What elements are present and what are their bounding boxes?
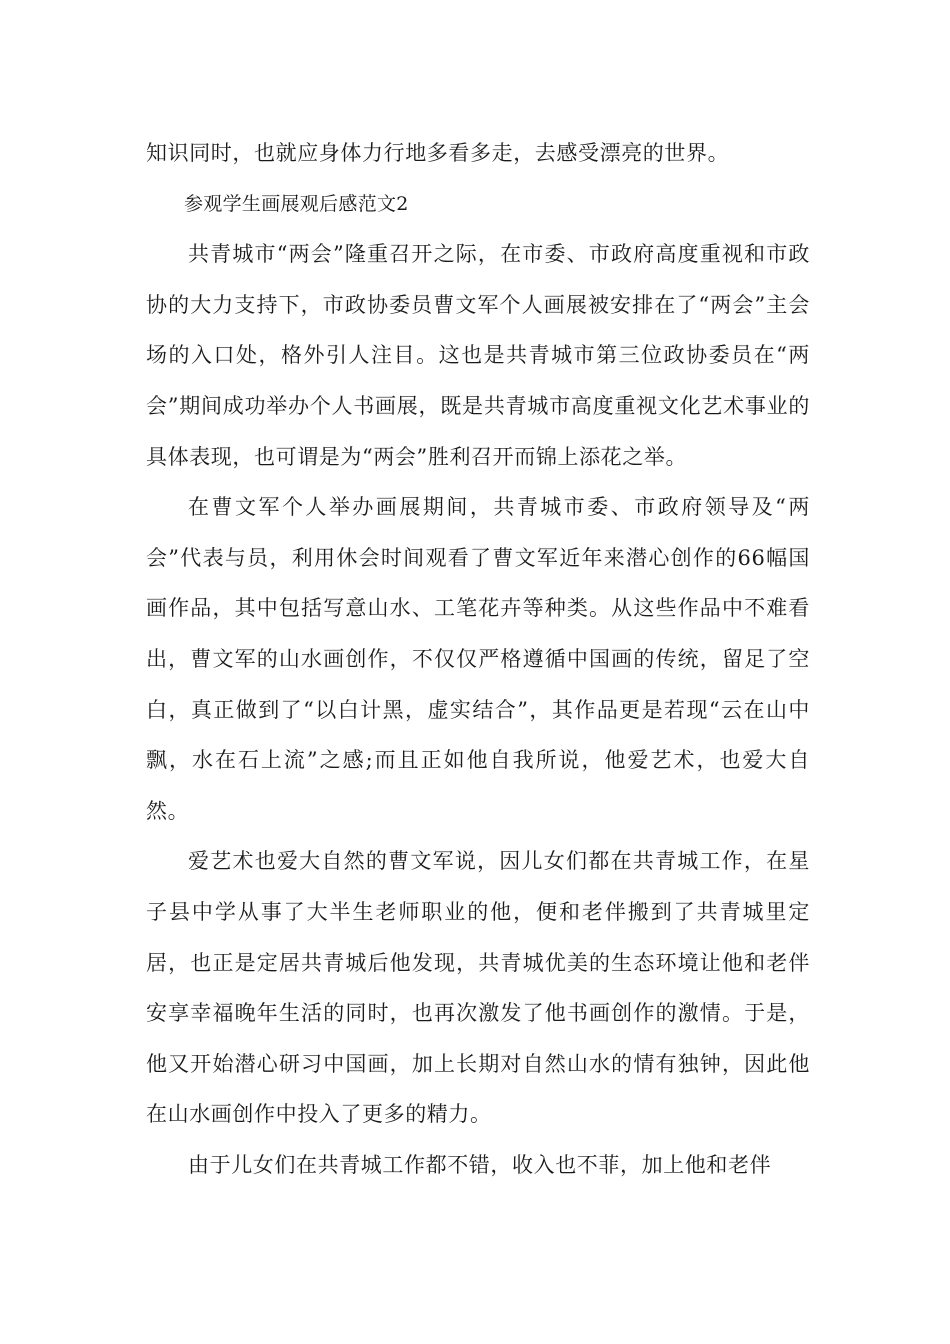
paragraph: 爱艺术也爱大自然的曹文军说，因儿女们都在共青城工作，在星子县中学从事了大半生老师职业的他，便和老伴搬到了共青城里定居，也正是定居共青城后他发现，共青城优美的生态环境让他和老伴安享幸福晚年生活的同时，也再次激发了他书画创作的激情。于是，他又开始潜心研习中国画，加上长期对自然山水的情有独钟，因此他在山水画创作中投入了更多的精力。 bbox=[146, 849, 810, 1127]
document-body bbox=[146, 128, 810, 1190]
section-heading: 参观学生画展观后感范文2 bbox=[184, 192, 409, 215]
paragraph-continuation: 知识同时，也就应身体力行地多看多走，去感受漂亮的世界。 bbox=[146, 141, 730, 165]
paragraph: 由于儿女们在共青城工作都不错，收入也不菲，加上他和老伴 bbox=[188, 1152, 772, 1177]
paragraph: 共青城市“两会”隆重召开之际，在市委、市政府高度重视和市政协的大力支持下，市政协委员曹文军个人画展被安排在了“两会”主会场的入口处，格外引人注目。这也是共青城市第三位政协委员在“两会”期间成功举办个人书画展，既是共青城市高度重视文化艺术事业的具体表现，也可谓是为“两会”胜利召开而锦上添花之举。 bbox=[146, 242, 810, 469]
paragraph: 在曹文军个人举办画展期间，共青城市委、市政府领导及“两会”代表与员，利用休会时间观看了曹文军近年来潜心创作的66幅国画作品，其中包括写意山水、工笔花卉等种类。从这些作品中不难看出，曹文军的山水画创作，不仅仅严格遵循中国画的传统，留足了空白，真正做到了“以白计黑，虚实结合”，其作品更是若现“云在山中飘，水在石上流”之感;而且正如他自我所说，他爱艺术，也爱大自然。 bbox=[146, 495, 810, 823]
